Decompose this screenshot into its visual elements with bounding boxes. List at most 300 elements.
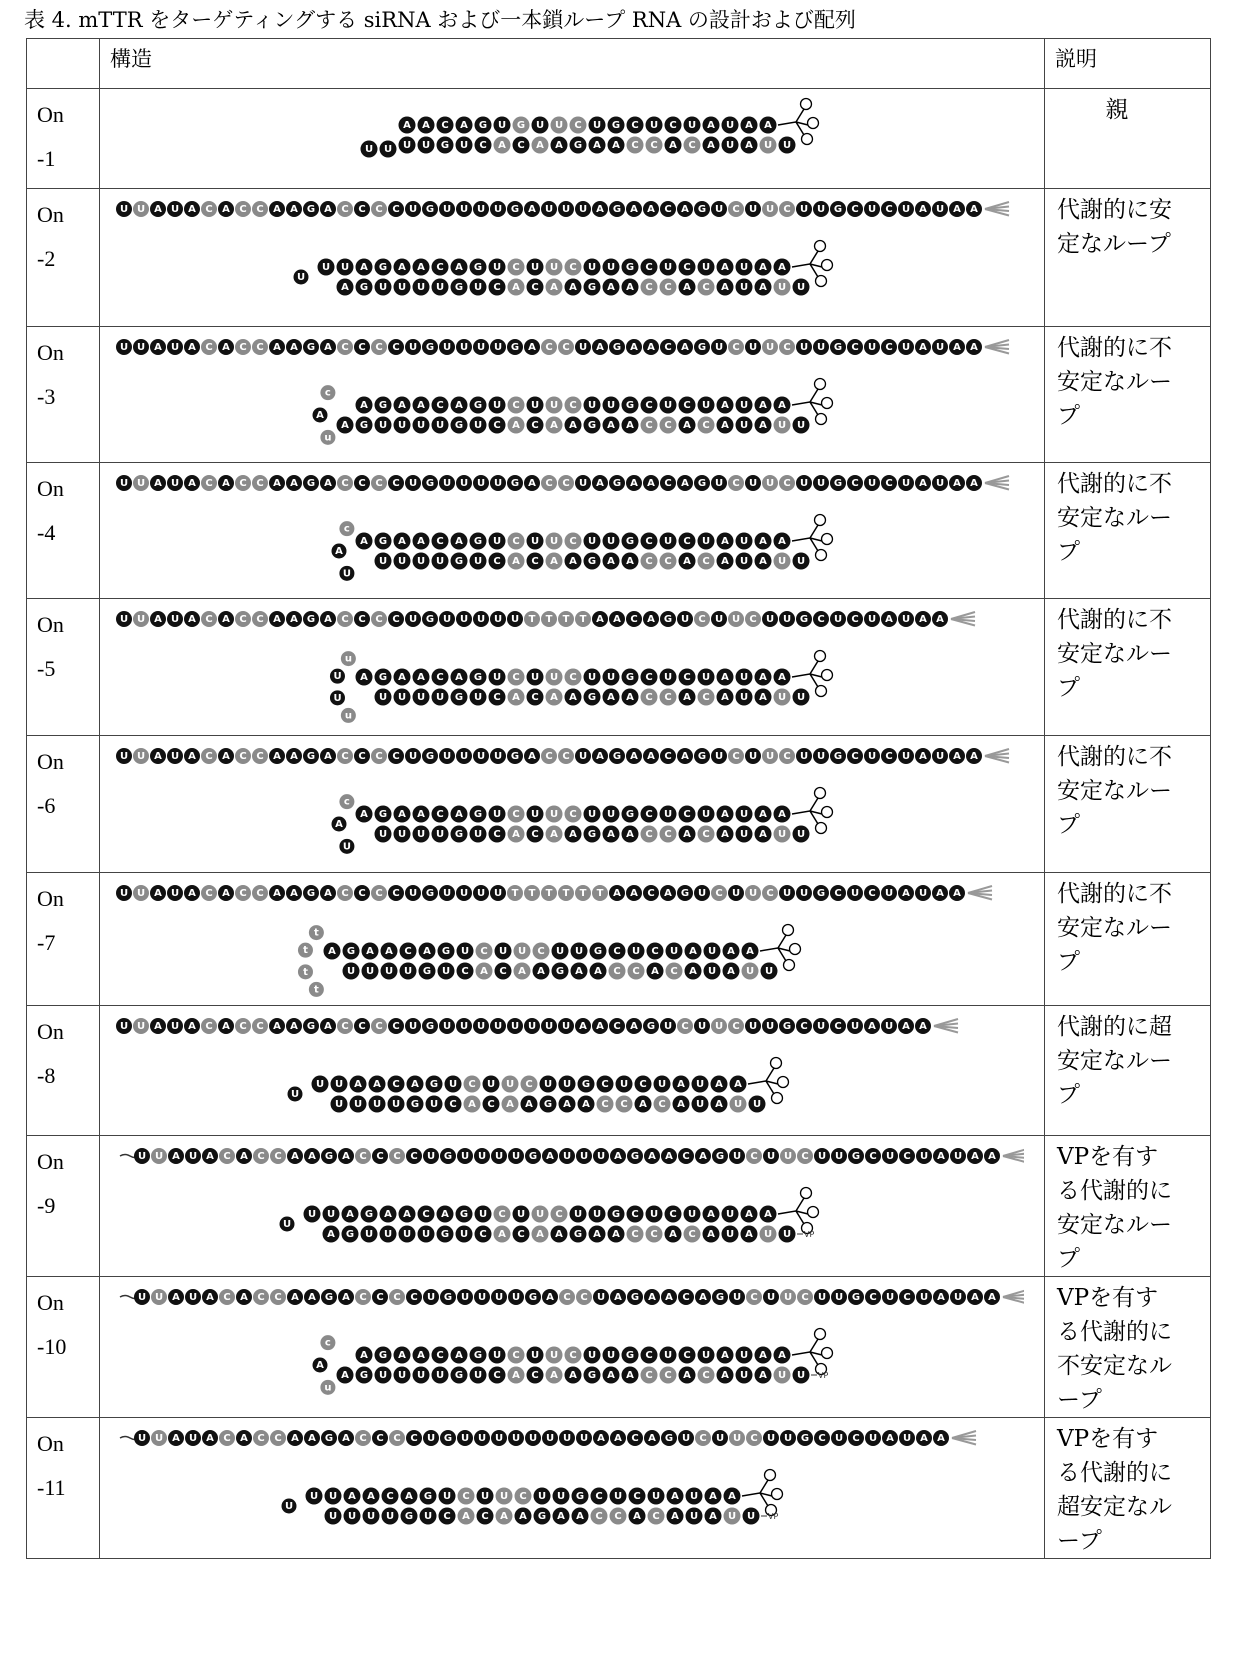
nucleotide [236, 1430, 252, 1446]
nucleotide [473, 475, 489, 491]
nucleotide [643, 339, 659, 355]
nucleotide [643, 611, 659, 627]
svg-text:C: C [545, 478, 552, 489]
structure-cell [100, 1006, 1045, 1136]
nucleotide [513, 117, 530, 134]
nucleotide [343, 943, 360, 960]
svg-text:A: A [222, 888, 230, 899]
structure-cell [100, 736, 1045, 873]
nucleotide [252, 475, 268, 491]
svg-text:G: G [511, 478, 519, 489]
svg-text:U: U [481, 1491, 489, 1502]
svg-text:U: U [868, 204, 876, 215]
nucleotide [184, 611, 200, 627]
svg-text:U: U [436, 420, 444, 431]
nucleotide [133, 611, 149, 627]
nucleotide [551, 117, 568, 134]
nucleotide [746, 1148, 762, 1164]
svg-text:G: G [379, 262, 387, 273]
nucleotide [337, 279, 354, 296]
nucleotide [287, 1430, 303, 1446]
svg-text:C: C [595, 1511, 602, 1522]
svg-text:C: C [702, 556, 709, 567]
svg-text:U: U [562, 1021, 570, 1032]
nucleotide [665, 1226, 682, 1243]
construct-label [27, 1277, 100, 1418]
nucleotide [356, 1367, 373, 1384]
nucleotide [762, 339, 778, 355]
svg-text:A: A [764, 1209, 772, 1220]
description-text: VPを有する代謝的に超安定なループ [1045, 1418, 1185, 1558]
svg-text:U: U [886, 1292, 894, 1303]
nucleotide [695, 1148, 711, 1164]
svg-text:A: A [188, 204, 196, 215]
svg-text:G: G [626, 672, 634, 683]
loop-sequence: uUUu [333, 654, 352, 722]
nucleotide [438, 963, 455, 980]
nucleotide [219, 1289, 235, 1305]
nucleotide [405, 885, 421, 901]
nucleotide [722, 1226, 739, 1243]
svg-text:U: U [171, 888, 179, 899]
nucleotide [654, 1076, 671, 1093]
svg-text:A: A [759, 262, 767, 273]
nucleotide [218, 201, 234, 217]
svg-text:U: U [749, 478, 757, 489]
nucleotide [779, 339, 795, 355]
svg-text:U: U [708, 966, 716, 977]
svg-text:A: A [683, 282, 691, 293]
svg-text:A: A [512, 1370, 520, 1381]
svg-text:G: G [474, 809, 482, 820]
nucleotide [362, 943, 379, 960]
svg-text:U: U [427, 1292, 435, 1303]
nucleotide [432, 669, 449, 686]
svg-text:G: G [582, 1079, 590, 1090]
svg-text:U: U [327, 1209, 335, 1220]
nucleotide [660, 259, 677, 276]
svg-text:U: U [120, 888, 128, 899]
nucleotide [451, 417, 468, 434]
svg-text:A: A [988, 1292, 996, 1303]
svg-text:U: U [681, 614, 689, 625]
svg-text:A: A [868, 1021, 876, 1032]
nucleotide [133, 748, 149, 764]
svg-text:G: G [517, 120, 525, 131]
svg-text:G: G [455, 282, 463, 293]
nucleotide [525, 1148, 541, 1164]
svg-text:U: U [650, 1209, 658, 1220]
header-description: 説明 [1045, 39, 1211, 89]
nucleotide [473, 748, 489, 764]
nucleotide [616, 1096, 633, 1113]
nucleotide [571, 963, 588, 980]
nucleotide [420, 1488, 437, 1505]
svg-text:G: G [379, 536, 387, 547]
nucleotide [761, 963, 778, 980]
nucleotide [622, 417, 639, 434]
svg-text:G: G [626, 400, 634, 411]
nucleotide [419, 963, 436, 980]
nucleotide [405, 748, 421, 764]
nucleotide [303, 1018, 319, 1034]
svg-text:C: C [358, 1021, 365, 1032]
svg-text:A: A [569, 420, 577, 431]
svg-text:G: G [631, 1292, 639, 1303]
nucleotide [774, 806, 791, 823]
svg-text:U: U [593, 120, 601, 131]
svg-text:A: A [525, 1099, 533, 1110]
svg-text:C: C [851, 751, 858, 762]
svg-text:C: C [631, 140, 638, 151]
svg-text:C: C [239, 751, 246, 762]
nucleotide [724, 1508, 741, 1525]
svg-text:U: U [384, 1229, 392, 1240]
nucleotide [949, 339, 965, 355]
svg-text:U: U [517, 1209, 525, 1220]
svg-text:A: A [417, 400, 425, 411]
nucleotide [413, 533, 430, 550]
svg-text:A: A [597, 1433, 605, 1444]
svg-text:A: A [546, 1292, 554, 1303]
nucleotide [371, 475, 387, 491]
nucleotide [746, 1289, 762, 1305]
svg-text:C: C [903, 1292, 910, 1303]
svg-text:A: A [593, 140, 601, 151]
svg-text:U: U [588, 672, 596, 683]
nucleotide [899, 1148, 915, 1164]
svg-text:A: A [550, 1370, 558, 1381]
svg-text:U: U [783, 888, 791, 899]
svg-text:U: U [726, 140, 734, 151]
svg-text:U: U [715, 751, 723, 762]
nucleotide [432, 553, 449, 570]
nucleotide [457, 943, 474, 960]
nucleotide [898, 748, 914, 764]
svg-text:U: U [580, 1433, 588, 1444]
svg-text:U: U [417, 420, 425, 431]
svg-text:U: U [189, 1151, 197, 1162]
nucleotide [686, 1508, 703, 1525]
nucleotide [736, 806, 753, 823]
svg-text:U: U [563, 1151, 571, 1162]
svg-text:U: U [749, 888, 757, 899]
nucleotide [304, 1289, 320, 1305]
nucleotide [405, 475, 421, 491]
svg-text:U: U [512, 1151, 520, 1162]
nucleotide [626, 201, 642, 217]
nucleotide [703, 117, 720, 134]
nucleotide [235, 611, 251, 627]
svg-text:C: C [645, 692, 652, 703]
svg-text:U: U [493, 262, 501, 273]
nucleotide [201, 475, 217, 491]
svg-text:C: C [783, 751, 790, 762]
svg-text:U: U [120, 751, 128, 762]
nucleotide [813, 611, 829, 627]
nucleotide [677, 201, 693, 217]
svg-text:C: C [562, 478, 569, 489]
nucleotide [369, 1096, 386, 1113]
svg-text:C: C [436, 1350, 443, 1361]
nucleotide [711, 201, 727, 217]
nucleotide [746, 1430, 762, 1446]
svg-text:C: C [574, 120, 581, 131]
nucleotide [381, 963, 398, 980]
nucleotide [643, 475, 659, 491]
nucleotide [641, 553, 658, 570]
nucleotide [527, 417, 544, 434]
svg-text:C: C [688, 1229, 695, 1240]
nucleotide [685, 943, 702, 960]
nucleotide [389, 1148, 405, 1164]
svg-text:U: U [716, 1433, 724, 1444]
svg-text:U: U [460, 140, 468, 151]
construct-label [27, 873, 100, 1006]
svg-text:C: C [595, 1491, 602, 1502]
nucleotide [755, 279, 772, 296]
nucleotide [813, 1018, 829, 1034]
description-text: 代謝的に不安定なループ [1045, 873, 1185, 979]
svg-text:U: U [512, 1292, 520, 1303]
nucleotide [660, 533, 677, 550]
nucleotide [565, 806, 582, 823]
nucleotide [270, 1148, 286, 1164]
structure-cell [100, 89, 1045, 189]
nucleotide [698, 397, 715, 414]
nucleotide [475, 1206, 492, 1223]
svg-text:C: C [545, 751, 552, 762]
nucleotide [627, 1148, 643, 1164]
nucleotide [546, 417, 563, 434]
svg-text:C: C [698, 614, 705, 625]
svg-text:C: C [239, 342, 246, 353]
nucleotide [647, 943, 664, 960]
nucleotide [418, 117, 435, 134]
nucleotide [303, 885, 319, 901]
svg-text:U: U [664, 262, 672, 273]
svg-text:U: U [531, 1350, 539, 1361]
nucleotide [439, 1488, 456, 1505]
nucleotide [168, 1430, 184, 1446]
svg-text:A: A [455, 400, 463, 411]
svg-text:A: A [734, 1079, 742, 1090]
svg-text:U: U [783, 1229, 791, 1240]
nucleotide [622, 533, 639, 550]
svg-text:U: U [436, 556, 444, 567]
nucleotide [218, 748, 234, 764]
svg-text:U: U [365, 144, 373, 155]
svg-text:U: U [171, 1021, 179, 1032]
description-cell [1045, 1006, 1211, 1136]
nucleotide [728, 611, 744, 627]
svg-text:U: U [664, 1350, 672, 1361]
svg-text:A: A [596, 478, 604, 489]
svg-text:G: G [379, 809, 387, 820]
svg-text:C: C [493, 556, 500, 567]
svg-text:G: G [460, 1209, 468, 1220]
nucleotide [742, 963, 759, 980]
nucleotide [728, 475, 744, 491]
nucleotide [201, 201, 217, 217]
nucleotide [966, 339, 982, 355]
svg-text:C: C [645, 282, 652, 293]
svg-text:A: A [630, 478, 638, 489]
label-prefix: On [37, 93, 99, 137]
nucleotide [660, 339, 676, 355]
nucleotide [831, 1289, 847, 1305]
nucleotide [711, 748, 727, 764]
nucleotide [793, 417, 810, 434]
nucleotide [565, 669, 582, 686]
svg-text:C: C [613, 946, 620, 957]
nucleotide [667, 1488, 684, 1505]
svg-text:U: U [427, 1151, 435, 1162]
nucleotide [609, 339, 625, 355]
nucleotide [116, 339, 132, 355]
nucleotide [473, 611, 489, 627]
svg-text:C: C [683, 672, 690, 683]
svg-text:U: U [137, 614, 145, 625]
nucleotide [847, 611, 863, 627]
construct-label [27, 463, 100, 599]
svg-text:C: C [664, 282, 671, 293]
nucleotide [622, 259, 639, 276]
nucleotide [355, 1289, 371, 1305]
loop-sequence: cAu [316, 388, 331, 444]
svg-text:U: U [726, 1209, 734, 1220]
description-cell [1045, 873, 1211, 1006]
svg-text:G: G [365, 1209, 373, 1220]
svg-text:C: C [531, 692, 538, 703]
svg-text:A: A [354, 1079, 362, 1090]
nucleotide [184, 1018, 200, 1034]
svg-text:C: C [481, 1511, 488, 1522]
nucleotide [774, 417, 791, 434]
svg-text:A: A [669, 140, 677, 151]
svg-text:C: C [537, 946, 544, 957]
nucleotide [477, 1488, 494, 1505]
svg-text:G: G [626, 1350, 634, 1361]
nucleotide [736, 397, 753, 414]
svg-text:U: U [474, 420, 482, 431]
svg-text:U: U [137, 751, 145, 762]
svg-text:C: C [341, 342, 348, 353]
svg-text:U: U [747, 1511, 755, 1522]
svg-text:U: U [460, 478, 468, 489]
svg-text:T: T [546, 614, 553, 625]
nucleotide [524, 1018, 540, 1034]
nucleotide [464, 1096, 481, 1113]
svg-text:A: A [366, 946, 374, 957]
nucleotide [527, 689, 544, 706]
nucleotide [848, 1289, 864, 1305]
nucleotide [470, 417, 487, 434]
nucleotide [303, 611, 319, 627]
nucleotide [363, 1508, 380, 1525]
nucleotide [694, 475, 710, 491]
nucleotide [422, 339, 438, 355]
svg-text:A: A [575, 966, 583, 977]
svg-text:C: C [443, 1511, 450, 1522]
svg-text:U: U [920, 1292, 928, 1303]
svg-text:A: A [555, 1229, 563, 1240]
svg-text:A: A [290, 614, 298, 625]
svg-text:U: U [726, 120, 734, 131]
svg-text:U: U [766, 1021, 774, 1032]
nucleotide [354, 611, 370, 627]
nucleotide [677, 748, 693, 764]
nucleotide [915, 885, 931, 901]
svg-text:U: U [740, 672, 748, 683]
svg-text:A: A [327, 1229, 335, 1240]
nucleotide [508, 259, 525, 276]
loop-nucleotides [313, 385, 336, 445]
label-prefix: On [37, 877, 99, 921]
nucleotide [542, 1289, 558, 1305]
table-row [27, 736, 1211, 873]
svg-text:A: A [970, 342, 978, 353]
nucleotide [218, 475, 234, 491]
svg-text:A: A [721, 829, 729, 840]
svg-text:U: U [588, 809, 596, 820]
nucleotide [559, 1148, 575, 1164]
nucleotide [541, 339, 557, 355]
nucleotide [847, 885, 863, 901]
svg-text:U: U [494, 478, 502, 489]
construct-label [27, 736, 100, 873]
svg-text:C: C [422, 1209, 429, 1220]
table-row [27, 873, 1211, 1006]
nucleotide [354, 339, 370, 355]
svg-text:A: A [759, 672, 767, 683]
svg-text:A: A [222, 614, 230, 625]
nucleotide [881, 748, 897, 764]
svg-text:U: U [461, 1151, 469, 1162]
nucleotide [575, 475, 591, 491]
svg-text:U: U [764, 140, 772, 151]
svg-text:C: C [664, 1370, 671, 1381]
nucleotide [679, 259, 696, 276]
svg-text:G: G [511, 342, 519, 353]
nucleotide [375, 397, 392, 414]
svg-text:C: C [645, 1370, 652, 1381]
svg-text:U: U [593, 1209, 601, 1220]
svg-text:U: U [477, 342, 485, 353]
nucleotide [558, 748, 574, 764]
svg-text:A: A [886, 1433, 894, 1444]
svg-text:U: U [474, 282, 482, 293]
nucleotide [362, 963, 379, 980]
svg-text:C: C [493, 692, 500, 703]
nucleotide [678, 1148, 694, 1164]
svg-text:A: A [417, 809, 425, 820]
svg-text:C: C [683, 1350, 690, 1361]
svg-text:U: U [817, 751, 825, 762]
nucleotide [394, 689, 411, 706]
svg-text:A: A [630, 1021, 638, 1032]
nucleotide [474, 1289, 490, 1305]
svg-text:C: C [392, 204, 399, 215]
nucleotide [648, 1508, 665, 1525]
svg-text:A: A [764, 120, 772, 131]
svg-text:A: A [745, 1229, 753, 1240]
svg-text:G: G [698, 204, 706, 215]
nucleotide [915, 1018, 931, 1034]
svg-text:A: A [154, 478, 162, 489]
nucleotide [337, 417, 354, 434]
nucleotide [320, 748, 336, 764]
